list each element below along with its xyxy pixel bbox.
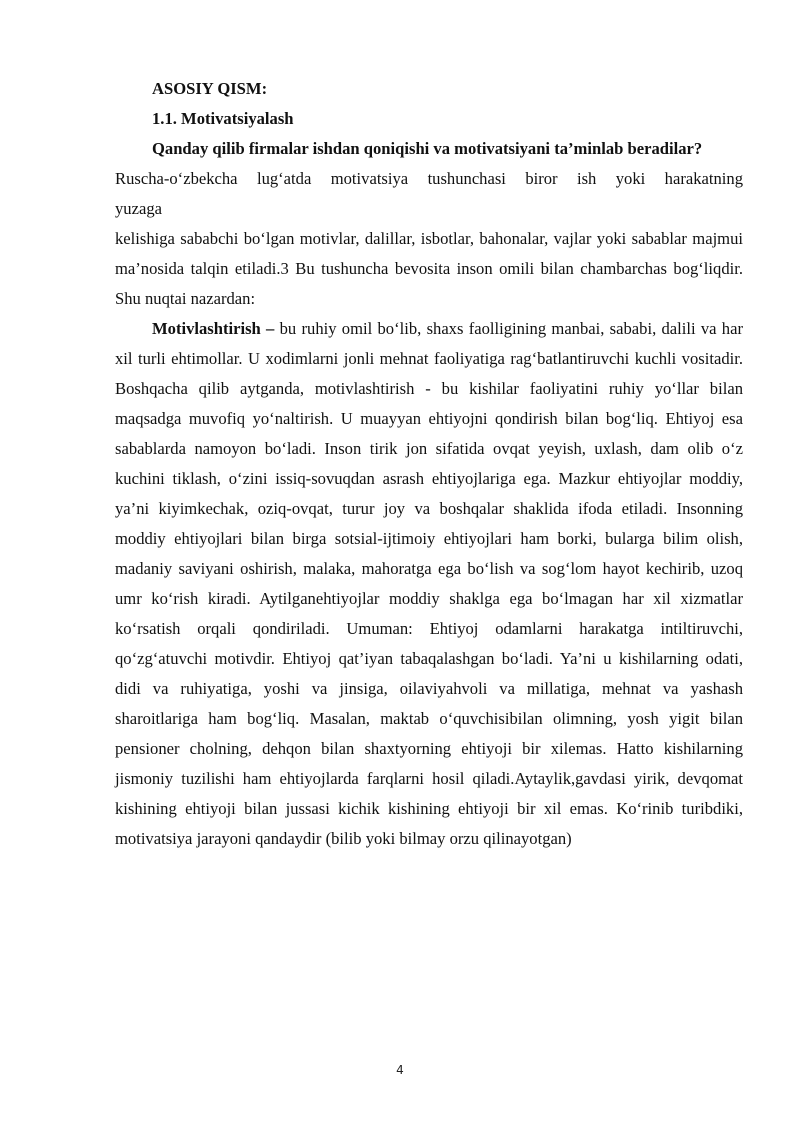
- paragraph-definition: [115, 314, 743, 854]
- paragraph-intro: [115, 164, 743, 314]
- paragraph-intro-body: kelishiga sababchi bo‘lgan motivlar, dalillar, isbotlar, bahonalar, vajlar yoki sabablar majmui ma’nosida talqin etiladi.3 Bu tushuncha bevosita inson omili bilan chambarchas bog‘liqdir. Shu nuqtai nazardan:: [115, 229, 743, 308]
- page-number: 4: [396, 1063, 404, 1077]
- subsection-title: 1.1. Motivatsiyalash: [152, 109, 294, 128]
- section-title: ASOSIY QISM:: [152, 79, 268, 98]
- definition-term: Motivlashtirish –: [152, 319, 275, 338]
- paragraph-intro-line-1: Ruscha-o‘zbekcha lug‘atda motivatsiya tushunchasi biror ish yoki harakatning: [115, 169, 743, 188]
- paragraph-intro-line-2: yuzaga: [115, 199, 162, 218]
- question-heading: Qanday qilib firmalar ishdan qoniqishi va motivatsiyani ta’minlab beradilar?: [152, 139, 703, 158]
- document-page: [115, 74, 743, 854]
- definition-body: bu ruhiy omil bo‘lib, shaxs faolligining manbai, sababi, dalili va har xil turli ehtimollar. U xodimlarni jonli mehnat faoliyatiga rag‘batlantiruvchi kuchli vositadir. Boshqacha qilib aytganda, motivlashtirish - bu kishilar faoliyatini ruhiy yo‘llar bilan maqsadga muvofiq yo‘naltirish. U muayyan ehtiyojni qondirish bilan bog‘liq. Ehtiyoj esa sabablarda namoyon bo‘ladi. Inson tirik jon sifatida ovqat yeyish, uxlash, dam olib o‘z kuchini tiklash, o‘zini issiq-sovuqdan asrash ehtiyojlariga ega. Mazkur ehtiyojlar moddiy, ya’ni kiyimkechak, oziq-ovqat, turur joy va boshqalar shaklida ifoda etiladi. Insonning moddiy ehtiyojlari bilan birga sotsial-ijtimoiy ehtiyojlari ham borki, bularga bilim olish, madaniy saviyani oshirish, malaka, mahoratga ega bo‘lish va sog‘lom hayot kechirib, uzoq umr ko‘rish kiradi. Aytilganehtiyojlar moddiy shaklga ega bo‘lmagan har xil xizmatlar ko‘rsatish orqali qondiriladi. Umuman: Ehtiyoj odamlarni harakatga intiltiruvchi, qo‘zg‘atuvchi motivdir. Ehtiyoj qat’iyan tabaqalashgan bo‘ladi. Ya’ni u kishilarning odati, didi va ruhiyatiga, yoshi va jinsiga, oilaviyahvoli va millatiga, mehnat va yashash sharoitlariga ham bog‘liq. Masalan, maktab o‘quvchisibilan olimning, yosh yigit bilan pensioner cholning, dehqon bilan shaxtyorning ehtiyoji bir xilemas. Hatto kishilarning jismoniy tuzilishi ham ehtiyojlarda farqlarni hosil qiladi.Aytaylik,gavdasi yirik, devqomat kishining ehtiyoji bilan jussasi kichik kishining ehtiyoji bir xil emas. Ko‘rinib turibdiki, motivatsiya jarayoni qandaydir (bilib yoki bilmay orzu qilinayotgan): [115, 319, 743, 848]
